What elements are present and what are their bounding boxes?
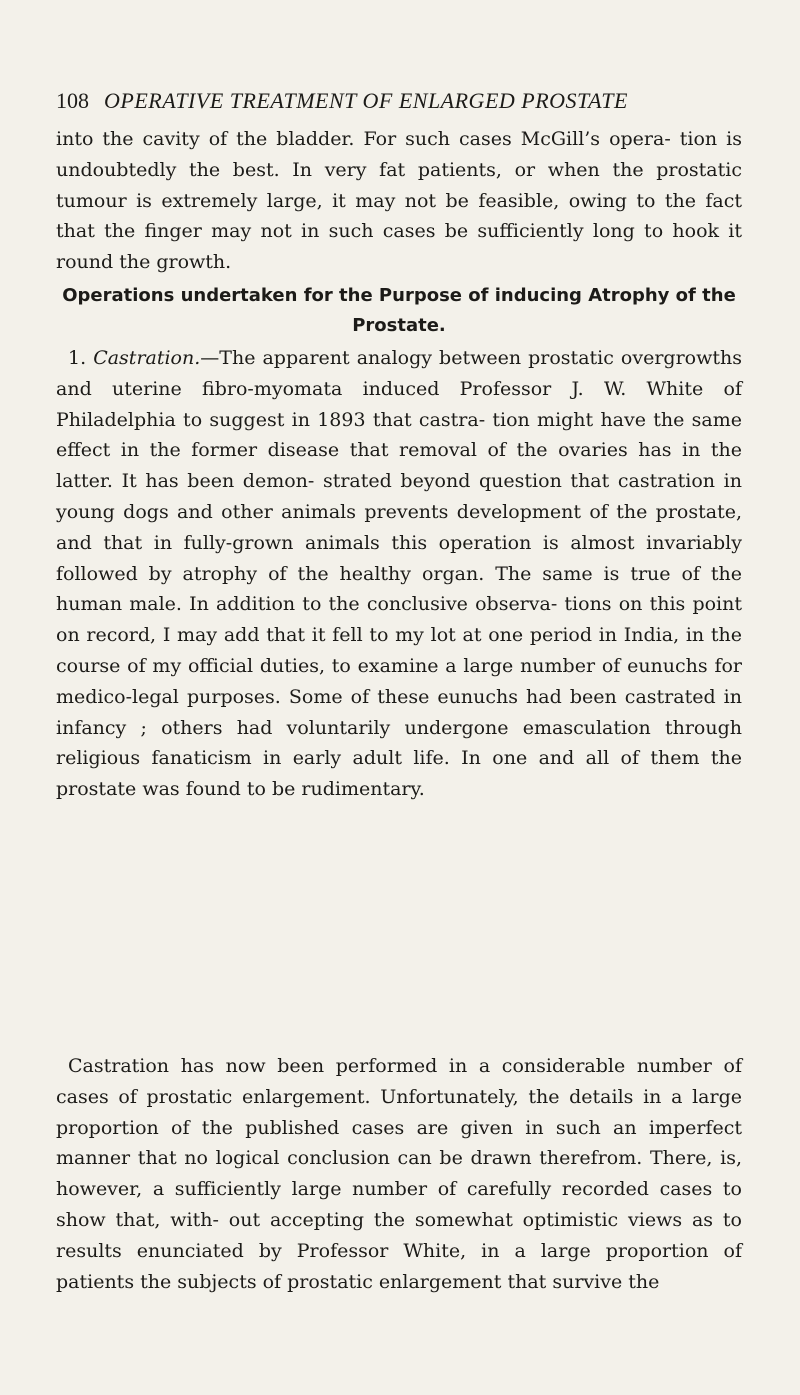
paragraph-castration-text: —The apparent analogy between prostatic overgrowths and uterine fibro-myomata induced Professor J. W. White of Philadelphia to suggest in 1893 that castra- tion might have the same effect in the former disease that removal of the ovaries has in the latter. It has been demon- strated beyond question that castration in young dogs and other animals prevents development of the prostate, and that in fully-grown animals this operation is almost invariably followed by atrophy of the healthy organ. The same is true of the human male. In addition to the conclusive observa- tions on this point on record, I may add that it fell to my lot at one period in India, in the course of my official duties, to examine a large number of eunuchs for medico-legal purposes. Some of these eunuchs had been castrated in infancy ; others had voluntarily undergone emasculation through religious fanaticism in early adult life. In one and all of them the prostate was found to be rudimentary. (56, 347, 742, 801)
page-number: 108 (56, 88, 89, 113)
running-header (56, 88, 756, 115)
paragraph-lead-heading: Castration. (93, 347, 201, 369)
running-title: OPERATIVE TREATMENT OF ENLARGED PROSTATE (104, 88, 628, 113)
paragraph-number: 1. (68, 347, 87, 369)
paragraph-castration-results: Castration has now been performed in a considerable number of cases of prostatic enlargement. Unfortunately, the details in a large proportion of the published cases are given in such an imperfect manner that no logical conclusion can be drawn therefrom. There, is, however, a sufficiently large number of carefully recorded cases to show that, with- out accepting the somewhat optimistic views as to results enunciated by Professor White, in a large proportion of patients the subjects of prostatic enlargement that survive the (56, 1055, 742, 1293)
paragraph-castration (56, 343, 742, 805)
paragraph-continued: into the cavity of the bladder. For such cases McGill’s opera- tion is undoubtedly the best. In very fat patients, or when the prostatic tumour is extremely large, it may not be feasible, owing to the fact that the finger may not in such cases be sufficiently long to hook it round the growth. (56, 128, 742, 274)
section-heading: Operations undertaken for the Purpose of inducing Atrophy of the Prostate. (62, 285, 736, 336)
